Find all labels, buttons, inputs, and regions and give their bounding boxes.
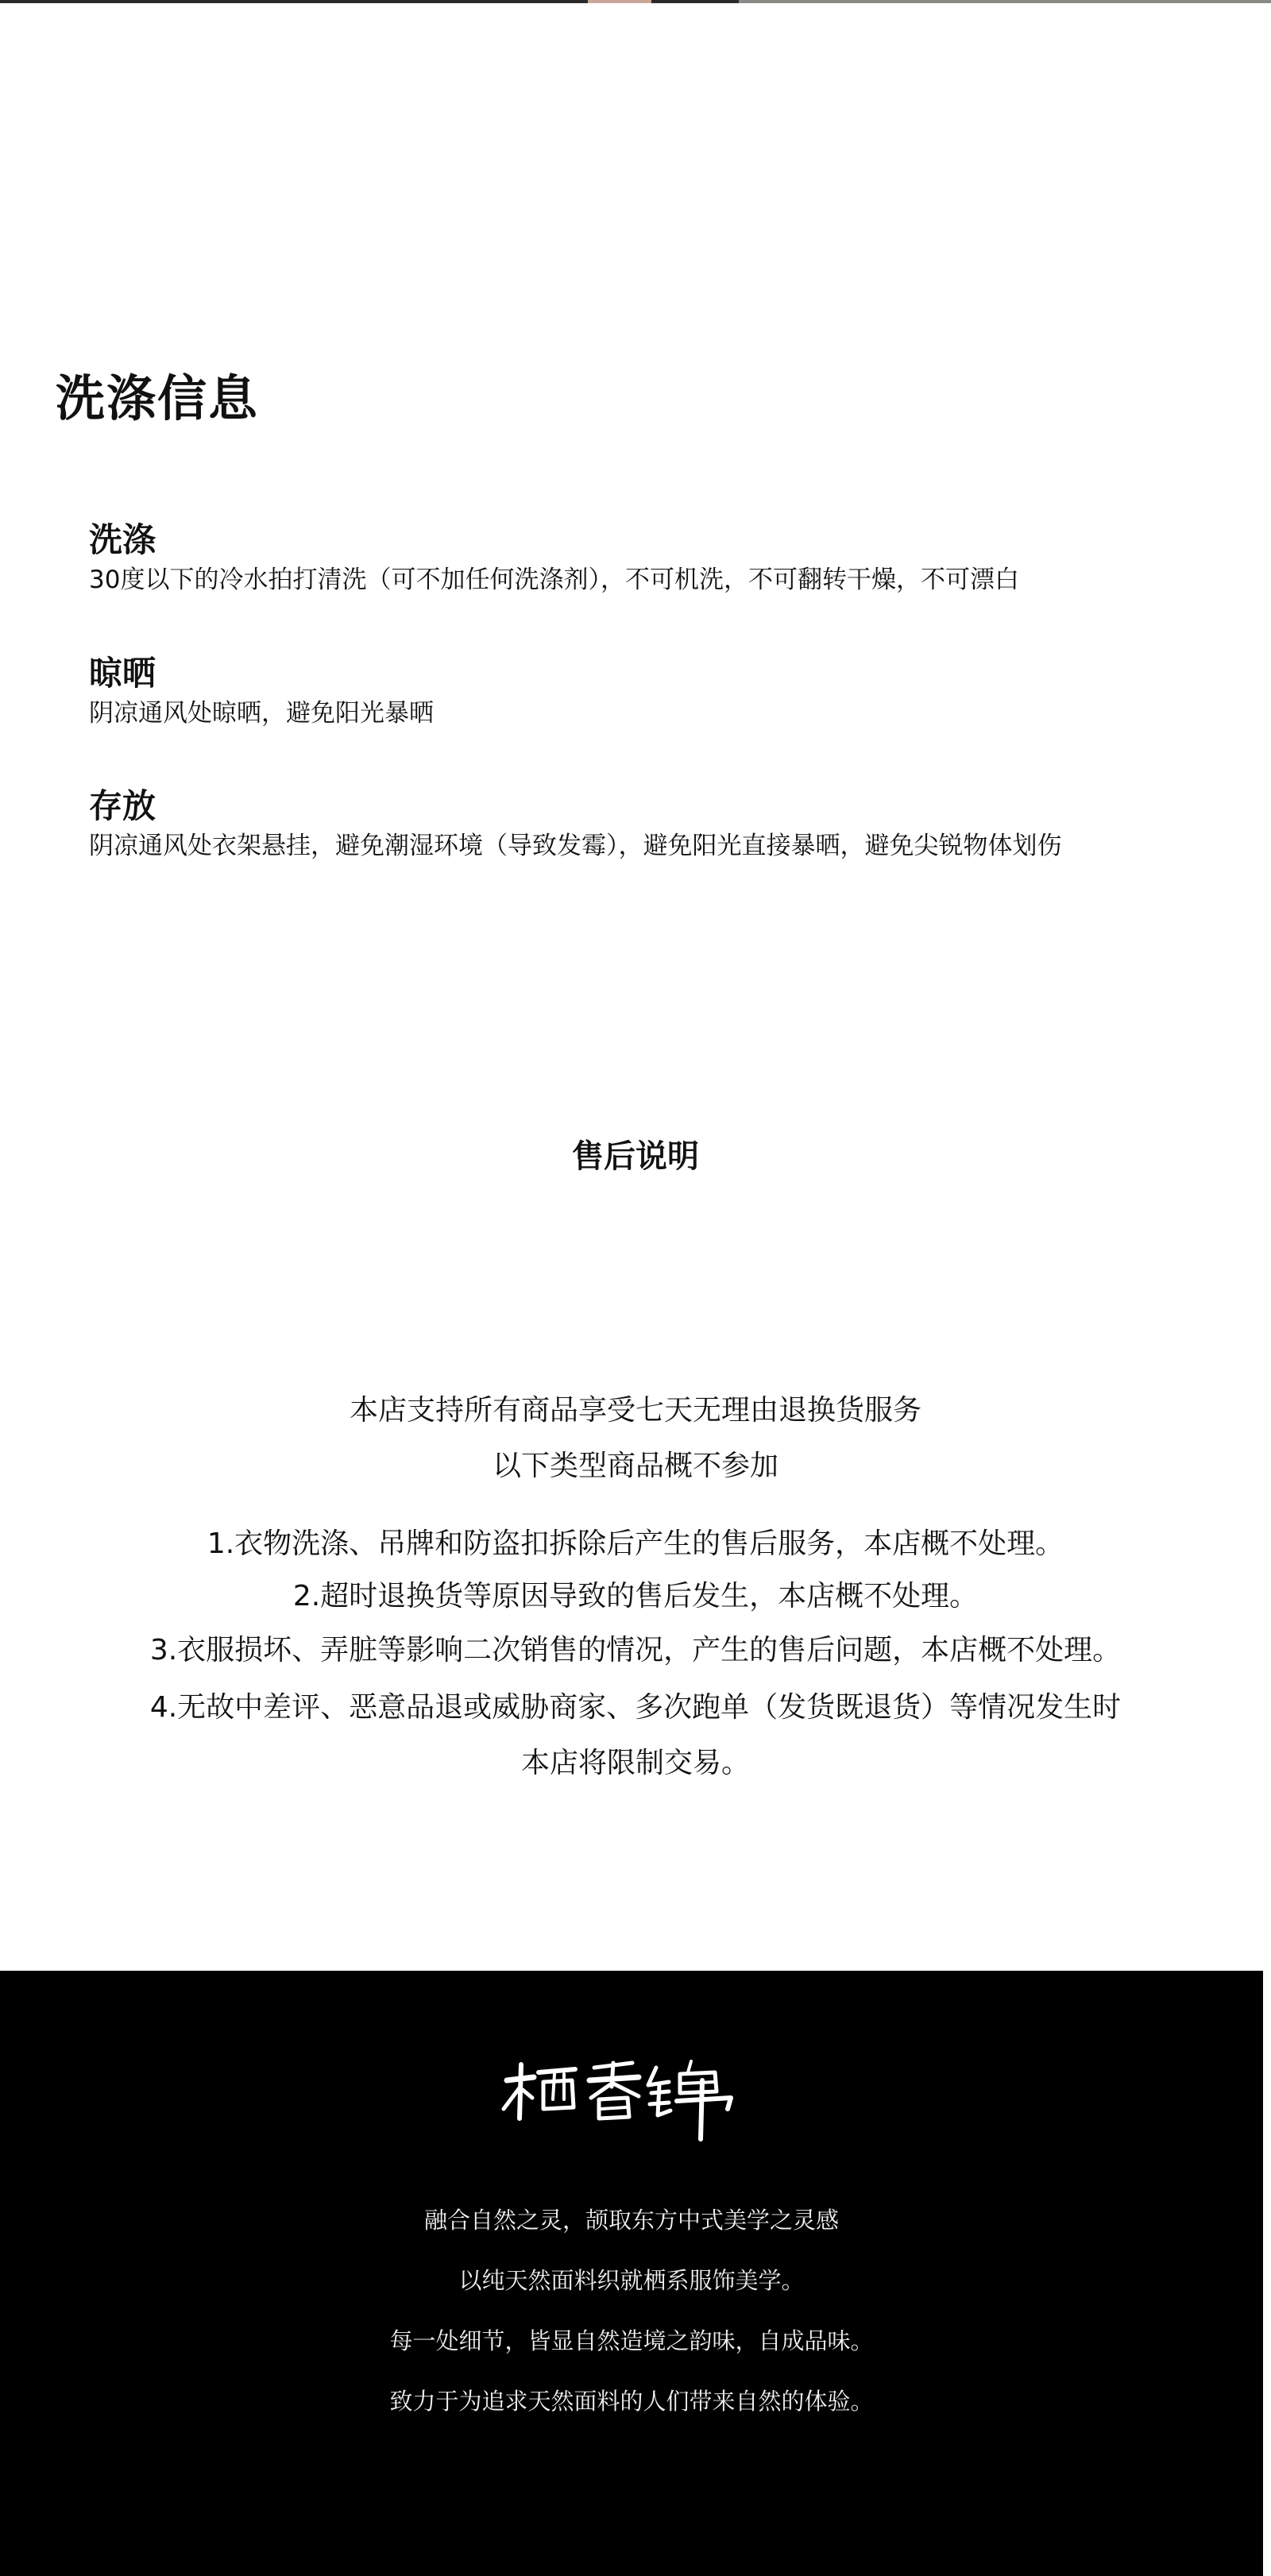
wash-item-drying <box>89 651 434 731</box>
brand-slogan-line: 以纯天然面料织就栖系服饰美学。 <box>458 2267 805 2294</box>
wash-item-text: 30度以下的冷水拍打清洗（可不加任何洗涤剂），不可机洗，不可翻转干燥，不可漂白 <box>89 566 1019 594</box>
after-sale-intro-line: 以下类型商品概不参加 <box>492 1450 778 1482</box>
wash-item-text: 阴凉通风处晾晒，避免阳光暴晒 <box>89 699 434 728</box>
wash-item-heading: 晾晒 <box>89 654 156 693</box>
washing-info-title: 洗涤信息 <box>56 369 260 427</box>
after-sale-intro-line: 本店支持所有商品享受七天无理由退换货服务 <box>349 1394 921 1427</box>
brand-slogan-line: 致力于为追求天然面料的人们带来自然的体验。 <box>389 2388 874 2415</box>
brand-slogan-line: 每一处细节，皆显自然造境之韵味，自成品味。 <box>389 2327 874 2354</box>
after-sale-rule: 2.超时退换货等原因导致的售后发生，本店概不处理。 <box>292 1580 979 1612</box>
wash-item-washing <box>89 518 1019 597</box>
after-sale-title: 售后说明 <box>572 1138 699 1175</box>
top-image-edge-accent <box>588 0 651 3</box>
after-sale-rule: 3.衣服损坏、弄脏等影响二次销售的情况，产生的售后问题，本店概不处理。 <box>149 1634 1122 1666</box>
after-sale-rule: 本店将限制交易。 <box>520 1747 750 1779</box>
top-image-edge <box>0 0 1271 3</box>
wash-item-heading: 洗涤 <box>89 520 156 559</box>
brand-logo-text: 栖香锦 <box>493 2050 495 2051</box>
top-image-edge-gray <box>739 0 1271 3</box>
brand-footer <box>0 1971 1263 2576</box>
brand-logo <box>493 2050 747 2145</box>
after-sale-rule: 4.无故中差评、恶意品退或威胁商家、多次跑单（发货既退货）等情况发生时 <box>149 1691 1122 1724</box>
brand-slogan-line: 融合自然之灵，颉取东方中式美学之灵感 <box>423 2207 839 2234</box>
wash-item-text: 阴凉通风处衣架悬挂，避免潮湿环境（导致发霉），避免阳光直接暴晒，避免尖锐物体划伤 <box>89 832 1062 860</box>
wash-item-heading: 存放 <box>89 786 156 825</box>
wash-item-storage <box>89 784 1062 863</box>
after-sale-rule: 1.衣物洗涤、吊牌和防盗扣拆除后产生的售后服务，本店概不处理。 <box>207 1527 1064 1560</box>
